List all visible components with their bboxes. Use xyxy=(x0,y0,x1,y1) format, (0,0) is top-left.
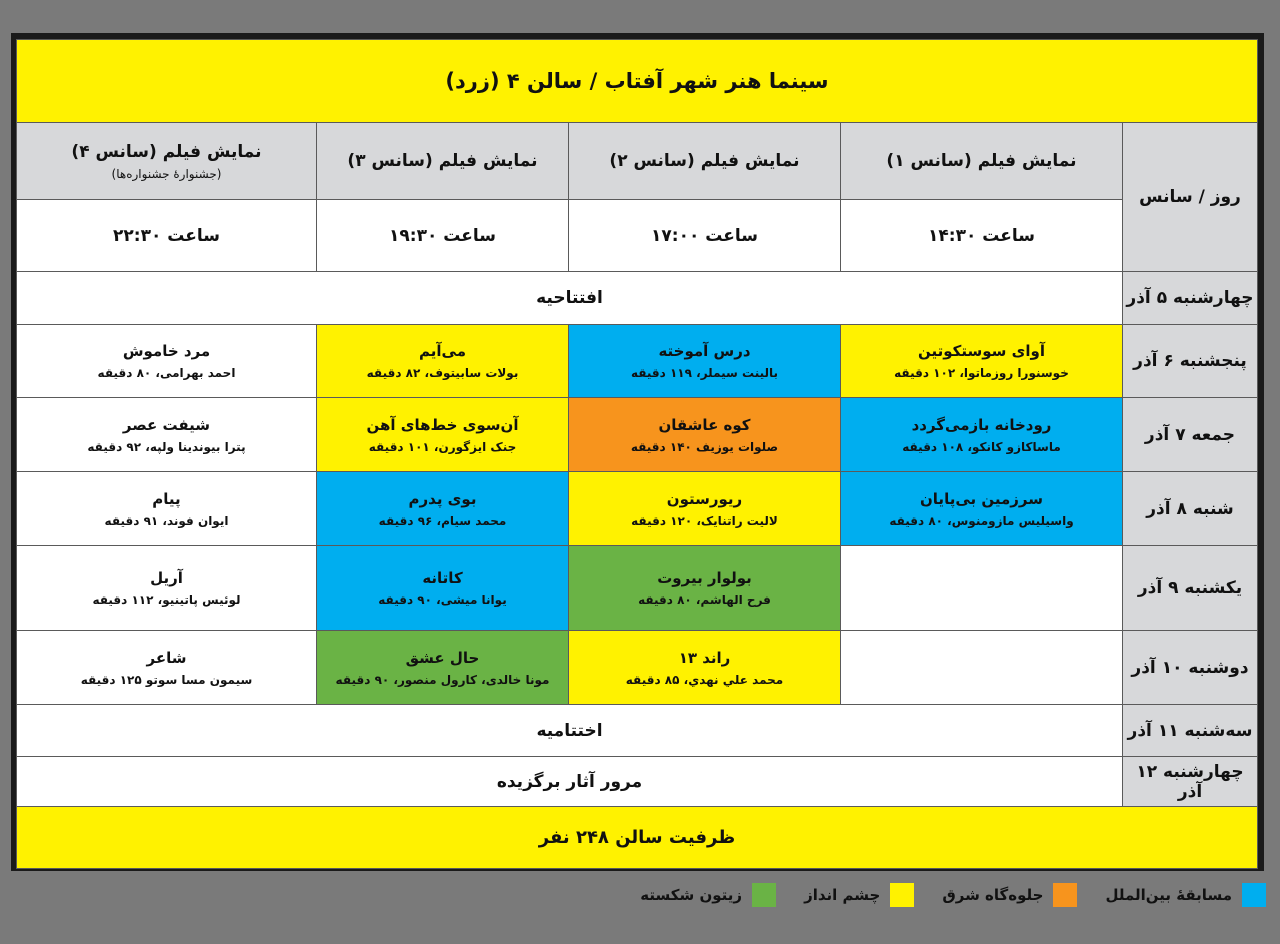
film-title: آن‌سوی خط‌های آهن xyxy=(366,415,519,434)
film-title: شاعر xyxy=(146,648,187,667)
session-3-header xyxy=(317,123,569,200)
legend-swatch xyxy=(1242,883,1266,907)
schedule-table xyxy=(16,39,1258,869)
film-director: مونا خالدی، کارول منصور، ۹۰ دقیقه xyxy=(335,672,550,687)
page-title: سینما هنر شهر آفتاب / سالن ۴ (زرد) xyxy=(17,40,1258,123)
legend-item xyxy=(1105,883,1266,907)
day-row xyxy=(17,325,1258,398)
session-4-time: ساعت ۲۲:۳۰ xyxy=(17,200,317,272)
film-director: ماساکازو کانکو، ۱۰۸ دقیقه xyxy=(902,439,1061,454)
film-title: بولوار بیروت xyxy=(657,569,752,587)
film-cell xyxy=(841,325,1123,398)
film-cell-empty xyxy=(841,631,1123,705)
film-cell xyxy=(569,472,841,546)
film-cell xyxy=(317,546,569,631)
legend-label: چشم انداز xyxy=(804,886,881,904)
film-title: پیام xyxy=(152,489,181,508)
film-director: خوسنورا روزماتوا، ۱۰۲ دقیقه xyxy=(894,366,1069,380)
film-director: محمد علي نهدي، ۸۵ دقیقه xyxy=(625,672,784,687)
film-cell xyxy=(317,398,569,472)
hall-capacity: ظرفیت سالن ۲۴۸ نفر xyxy=(17,807,1258,869)
film-title: سرزمین بی‌پایان xyxy=(920,489,1043,508)
row-label-header: روز / سانس xyxy=(1123,123,1258,272)
session-2-header xyxy=(569,123,841,200)
film-cell xyxy=(569,631,841,705)
session-3-time: ساعت ۱۹:۳۰ xyxy=(317,200,569,272)
session-1-label: نمایش فیلم (سانس ۱) xyxy=(886,151,1077,171)
film-cell xyxy=(17,398,317,472)
film-director: محمد سیام، ۹۶ دقیقه xyxy=(378,513,507,528)
day-row xyxy=(17,546,1258,631)
film-cell xyxy=(317,325,569,398)
film-title: شیفت عصر xyxy=(122,415,211,434)
film-title: راند ۱۳ xyxy=(678,648,731,667)
film-cell xyxy=(317,631,569,705)
film-director: صلوات یوزیف ۱۴۰ دقیقه xyxy=(630,439,779,454)
film-cell xyxy=(317,472,569,546)
session-1-header xyxy=(841,123,1123,200)
legend-swatch xyxy=(1053,883,1077,907)
film-cell xyxy=(841,472,1123,546)
film-cell xyxy=(17,631,317,705)
film-cell xyxy=(841,398,1123,472)
legend-label: جلوه‌گاه شرق xyxy=(942,886,1044,904)
film-title: آوای سوستکوتین xyxy=(918,342,1045,360)
legend xyxy=(600,880,1266,910)
film-title: ریورستون xyxy=(666,489,743,508)
session-4-label: نمایش فیلم (سانس ۴) xyxy=(71,141,262,162)
session-4-header xyxy=(17,123,317,200)
day-label: یکشنبه ۹ آذر xyxy=(1123,546,1258,631)
film-title: کوه عاشقان xyxy=(658,415,751,434)
day-row xyxy=(17,631,1258,705)
film-director: پترا بیوندینا ولپه، ۹۲ دقیقه xyxy=(87,439,246,454)
day-row xyxy=(17,272,1258,325)
session-4-note: (جشنوارهٔ جشنواره‌ها) xyxy=(111,166,222,181)
legend-swatch xyxy=(890,883,914,907)
day-row xyxy=(17,757,1258,807)
day-label: پنجشنبه ۶ آذر xyxy=(1123,325,1258,398)
legend-label: مسابقهٔ بین‌الملل xyxy=(1105,886,1232,904)
closing-ceremony: اختتامیه xyxy=(17,705,1123,757)
film-title: آریل xyxy=(150,569,183,587)
film-director: یوانا میشی، ۹۰ دقیقه xyxy=(378,593,507,607)
film-director: سیمون مسا سوتو ۱۲۵ دقیقه xyxy=(80,672,253,687)
film-cell-empty xyxy=(841,546,1123,631)
session-1-time: ساعت ۱۴:۳۰ xyxy=(841,200,1123,272)
day-row xyxy=(17,398,1258,472)
legend-swatch xyxy=(752,883,776,907)
day-row xyxy=(17,705,1258,757)
day-label: چهارشنبه ۱۲ آذر xyxy=(1123,757,1258,807)
film-title: حال عشق xyxy=(405,648,480,667)
opening-ceremony: افتتاحیه xyxy=(17,272,1123,325)
film-title: کاتانه xyxy=(422,569,463,587)
film-cell xyxy=(569,325,841,398)
legend-item xyxy=(804,883,914,907)
legend-label: زیتون شکسته xyxy=(640,886,743,904)
session-2-time: ساعت ۱۷:۰۰ xyxy=(569,200,841,272)
film-cell xyxy=(569,546,841,631)
film-director: فرح الهاشم، ۸۰ دقیقه xyxy=(638,593,771,607)
film-title: بوی پدرم xyxy=(408,489,477,508)
film-title: مرد خاموش xyxy=(122,342,211,360)
film-director: لالیت راتنایک، ۱۲۰ دقیقه xyxy=(631,513,778,528)
legend-item xyxy=(640,883,776,907)
session-2-label: نمایش فیلم (سانس ۲) xyxy=(609,151,800,171)
film-director: احمد بهرامی، ۸۰ دقیقه xyxy=(97,366,236,380)
day-row xyxy=(17,472,1258,546)
film-cell xyxy=(569,398,841,472)
film-cell xyxy=(17,472,317,546)
film-director: ایوان فوند، ۹۱ دقیقه xyxy=(104,513,229,528)
day-label: سه‌شنبه ۱۱ آذر xyxy=(1123,705,1258,757)
film-cell xyxy=(17,546,317,631)
retrospective: مرور آثار برگزیده xyxy=(17,757,1123,807)
day-label: چهارشنبه ۵ آذر xyxy=(1123,272,1258,325)
film-title: درس آموخته xyxy=(658,342,751,360)
film-director: بالینت سیملر، ۱۱۹ دقیقه xyxy=(630,366,779,380)
film-cell xyxy=(17,325,317,398)
film-title: می‌آیم xyxy=(419,342,466,360)
legend-item xyxy=(942,883,1077,907)
day-label: جمعه ۷ آذر xyxy=(1123,398,1258,472)
film-title: رودخانه بازمی‌گردد xyxy=(911,415,1052,434)
film-director: بولات سابیتوف، ۸۲ دقیقه xyxy=(366,366,519,380)
day-label: شنبه ۸ آذر xyxy=(1123,472,1258,546)
film-director: لوئیس پاتینیو، ۱۱۲ دقیقه xyxy=(92,593,241,607)
film-director: جنک ایزگورن، ۱۰۱ دقیقه xyxy=(368,439,517,454)
day-label: دوشنبه ۱۰ آذر xyxy=(1123,631,1258,705)
film-director: واسیلیس مازومنوس، ۸۰ دقیقه xyxy=(889,513,1074,528)
session-3-label: نمایش فیلم (سانس ۳) xyxy=(347,151,538,171)
